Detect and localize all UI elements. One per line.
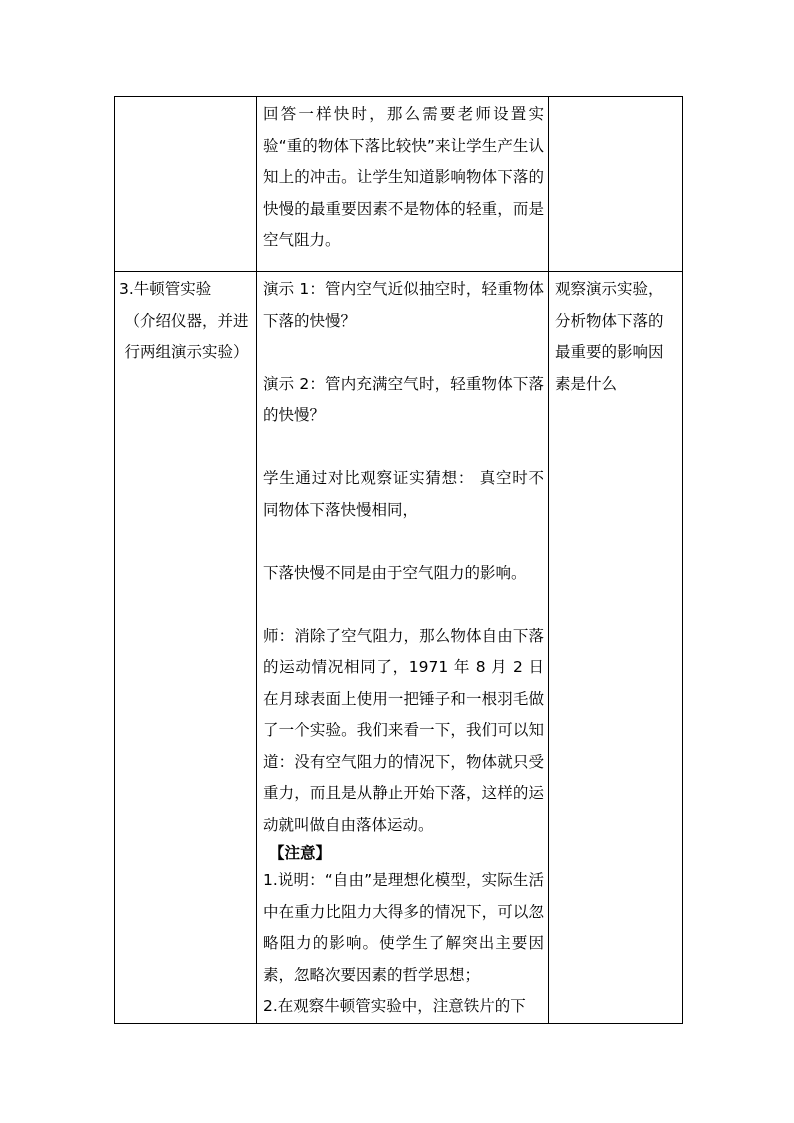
demo-1-text: 演示 1：管内空气近似抽空时，轻重物体下落的快慢？ (263, 280, 544, 330)
stage-content (115, 272, 256, 369)
table-cell-stage (115, 97, 257, 272)
demo-2-text: 演示 2：管内充满空气时，轻重物体下落的快慢？ (263, 374, 544, 424)
stage-text (115, 97, 256, 99)
teacher-activity-content (257, 272, 548, 1023)
stage-description: （介绍仪器，并进行两组演示实验） (124, 311, 249, 361)
observation-text: 学生通过对比观察证实猜想： 真空时不同物体下落快慢相同， (263, 469, 544, 519)
teacher-explanation-text: 师：消除了空气阻力，那么物体自由下落的运动情况相同了，1971 年 8 月 2 日在月球表面上使用一把锤子和一根羽毛做了一个实验。我们来看一下，我们可以知道：没有空气阻力的情况下，物体就只受重力，而且是从静止开始下落，这样的运动就叫做自由落体运动。 (263, 626, 544, 834)
table-cell-stage (115, 272, 257, 1024)
table-cell-student-activity (549, 272, 683, 1024)
note-item-1: 1.说明：“自由”是理想化模型，实际生活中在重力比阻力大得多的情况下，可以忽略阻力的影响。使学生了解突出主要因素，忽略次要因素的哲学思想； (263, 871, 544, 984)
table-cell-teacher-activity (257, 97, 549, 272)
conclusion-text: 下落快慢不同是由于空气阻力的影响。 (263, 563, 527, 582)
lesson-plan-table (114, 96, 683, 1024)
table-row (115, 272, 683, 1024)
note-heading: 【注意】 (269, 844, 332, 862)
table-cell-teacher-activity (257, 272, 549, 1024)
student-activity-text: 观察演示实验，分析物体下落的最重要的影响因素是什么 (555, 280, 664, 393)
table-cell-student-activity (549, 97, 683, 272)
stage-title: 3.牛顿管实验 (119, 280, 212, 298)
student-activity-text (549, 97, 682, 99)
note-item-2: 2.在观察牛顿管实验中，注意铁片的下 (263, 997, 526, 1015)
table-row (115, 97, 683, 272)
teacher-activity-text: 回答一样快时，那么需要老师设置实验“重的物体下落比较快”来让学生产生认知上的冲击。让学生知道影响物体下落的快慢的最重要因素不是物体的轻重，而是空气阻力。 (263, 105, 544, 249)
